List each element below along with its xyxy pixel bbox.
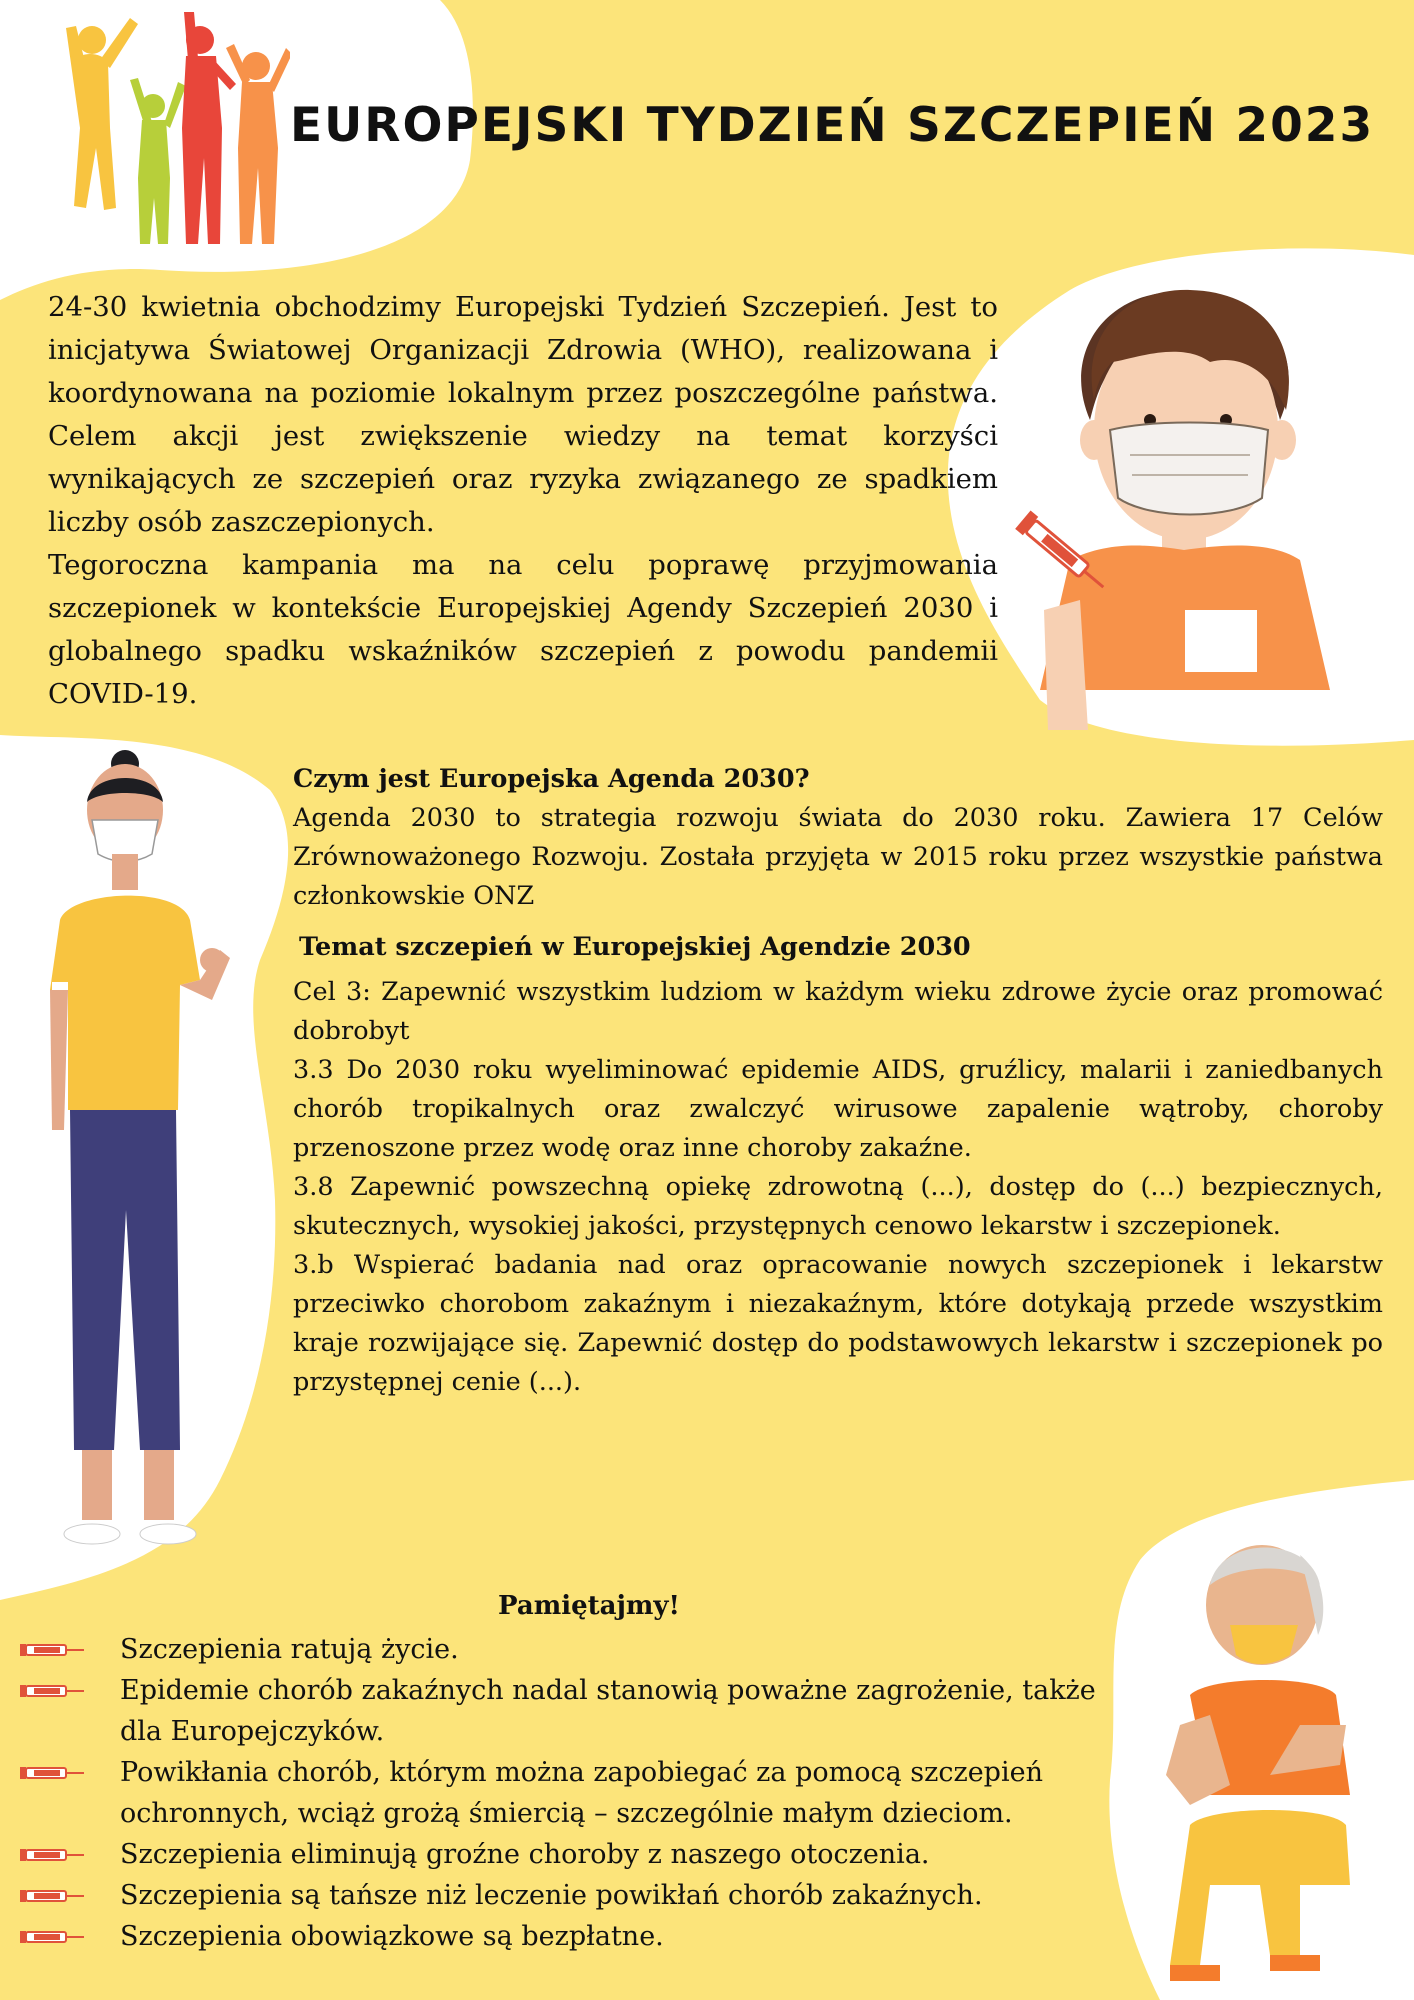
remember-section: [20, 1586, 1140, 1957]
elderly-man-with-mask-icon: [1150, 1525, 1390, 1985]
list-item: [20, 1916, 1140, 1957]
agenda-text: Agenda 2030 to strategia rozwoju świata do 2030 roku. Zawiera 17 Celów Zrównoważonego Rozwoju. Została przyjęta w 2015 roku przez wszystkie państwa członkowskie ONZ: [293, 803, 1383, 911]
list-item: [20, 1834, 1140, 1875]
list-item-text: Szczepienia eliminują groźne choroby z naszego otoczenia.: [120, 1839, 930, 1870]
vaccination-topic-heading: Temat szczepień w Europejskiej Agendzie 2030: [299, 932, 971, 962]
intro-section: [48, 286, 998, 716]
list-item-text: Szczepienia są tańsze niż leczenie powikłań chorób zakaźnych.: [120, 1880, 983, 1911]
jumping-people-icon: [60, 8, 290, 248]
target-item: 3.b Wspierać badania nad oraz opracowanie nowych szczepionek i lekarstw przeciwko chorobom zakaźnym i niezakaźnym, które dotykają przede wszystkim kraje rozwijające się. Zapewnić dostęp do podstawowych lekarstw i szczepionek po przystępnej cenie (...).: [293, 1250, 1383, 1397]
list-item: [20, 1752, 1140, 1834]
list-item-text: Epidemie chorób zakaźnych nadal stanowią poważne zagrożenie, także dla Europejczyków.: [120, 1675, 1096, 1747]
agenda-section: [293, 760, 1383, 1402]
woman-with-mask-icon: [40, 750, 300, 1560]
list-item-text: Powikłania chorób, którym można zapobiegać za pomocą szczepień ochronnych, wciąż grożą śmiercią – szczególnie małym dzieciom.: [120, 1757, 1043, 1829]
list-item-text: Szczepienia obowiązkowe są bezpłatne.: [120, 1921, 664, 1952]
intro-paragraph: 24-30 kwietnia obchodzimy Europejski Tydzień Szczepień. Jest to inicjatywa Światowej Organizacji Zdrowia (WHO), realizowana i koordynowana na poziomie lokalnym przez poszczególne państwa. Celem akcji jest zwiększenie wiedzy na temat korzyści wynikających ze szczepień oraz ryzyka związanego ze spadkiem liczby osób zaszczepionych.: [48, 291, 998, 538]
list-item: [20, 1670, 1140, 1752]
syringe-icon: [20, 1640, 86, 1660]
syringe-icon: [20, 1763, 86, 1783]
page-title: EUROPEJSKI TYDZIEŃ SZCZEPIEŃ 2023: [290, 98, 1375, 153]
syringe-icon: [20, 1927, 86, 1947]
boy-with-mask-icon: [1000, 270, 1360, 730]
intro-paragraph: Tegoroczna kampania ma na celu poprawę przyjmowania szczepionek w kontekście Europejskiej Agendy Szczepień 2030 i globalnego spadku wskaźników szczepień z powodu pandemii COVID-19.: [48, 549, 998, 710]
list-item-text: Szczepienia ratują życie.: [120, 1634, 459, 1665]
goal-text: Cel 3: Zapewnić wszystkim ludziom w każdym wieku zdrowe życie oraz promować dobrobyt: [293, 977, 1383, 1046]
agenda-heading: Czym jest Europejska Agenda 2030?: [293, 764, 810, 794]
remember-list: [20, 1629, 1140, 1957]
list-item: [20, 1875, 1140, 1916]
syringe-icon: [20, 1886, 86, 1906]
list-item: [20, 1629, 1140, 1670]
remember-heading: Pamiętajmy!: [498, 1591, 680, 1621]
target-item: 3.3 Do 2030 roku wyeliminować epidemie AIDS, gruźlicy, malarii i zaniedbanych chorób tropikalnych oraz zwalczyć wirusowe zapalenie wątroby, choroby przenoszone przez wodę oraz inne choroby zakaźne.: [293, 1055, 1383, 1163]
syringe-icon: [1010, 505, 1120, 605]
syringe-icon: [20, 1845, 86, 1865]
syringe-icon: [20, 1681, 86, 1701]
target-item: 3.8 Zapewnić powszechną opiekę zdrowotną (...), dostęp do (...) bezpiecznych, skutecznych, wysokiej jakości, przystępnych cenowo lekarstw i szczepionek.: [293, 1172, 1383, 1241]
